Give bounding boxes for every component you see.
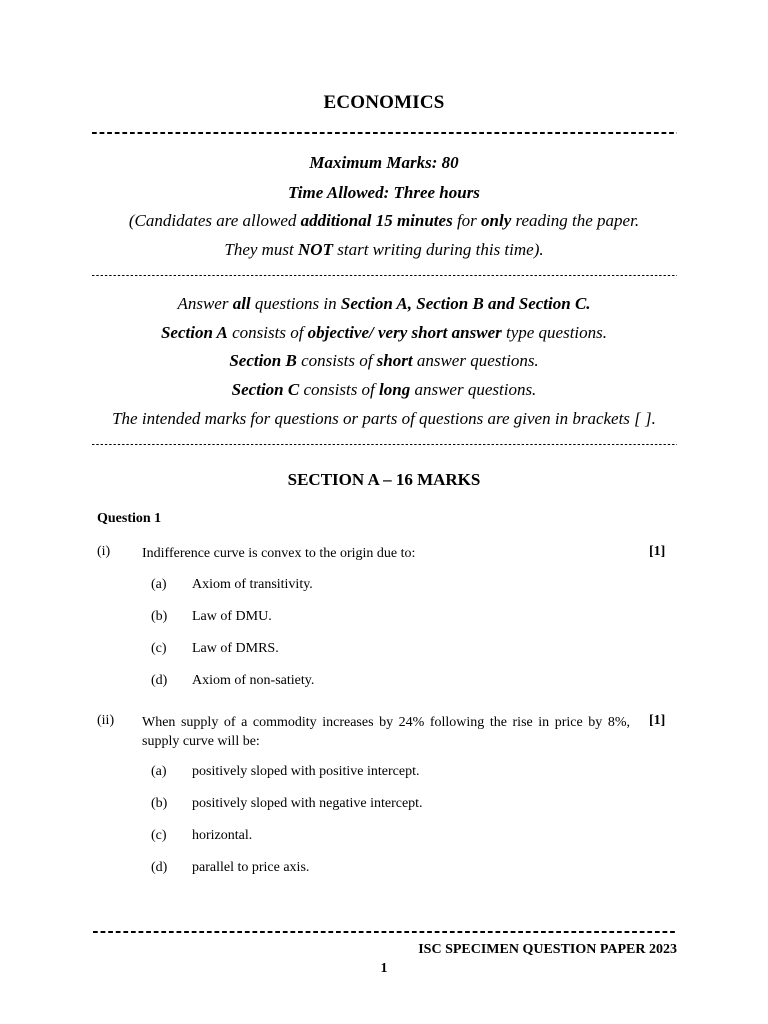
reading-text: reading the paper. xyxy=(511,211,640,230)
option-letter: (c) xyxy=(151,641,167,656)
instruction-text: consists of xyxy=(299,380,380,399)
paper-title: ECONOMICS xyxy=(323,92,445,113)
footer-divider xyxy=(93,925,675,939)
option-text: positively sloped with positive intercept. xyxy=(192,764,420,779)
option-letter: (c) xyxy=(151,828,167,843)
option-letter: (b) xyxy=(151,796,168,811)
instruction-emphasis: Section A, Section B and Section C. xyxy=(340,294,591,313)
reading-time-note xyxy=(0,211,768,231)
part-ii-number: (ii) xyxy=(97,713,115,728)
instruction-emphasis: short xyxy=(376,351,413,370)
max-marks-text: Maximum Marks: 80 xyxy=(309,153,459,172)
time-allowed-text: Time Allowed: Three hours xyxy=(288,183,480,202)
instruction-line-4 xyxy=(0,380,768,400)
option-letter: (a) xyxy=(151,764,167,779)
instruction-emphasis: Section A xyxy=(160,323,228,342)
instruction-text: questions in xyxy=(250,294,341,313)
option-text: horizontal. xyxy=(192,828,253,843)
writing-emphasis: NOT xyxy=(298,240,333,259)
part-i-marks: [1] xyxy=(649,544,666,559)
instruction-line-3 xyxy=(0,351,768,371)
part-ii-question: When supply of a commodity increases by 24% following the rise in price by 8%, supply curve will be: xyxy=(142,715,630,749)
option-letter: (d) xyxy=(151,673,168,688)
reading-emphasis: additional 15 minutes xyxy=(300,211,453,230)
writing-note xyxy=(0,240,768,260)
instruction-line-5: The intended marks for questions or parts of questions are given in brackets [ ]. xyxy=(112,409,656,428)
instruction-text: consists of xyxy=(296,351,377,370)
option-letter: (d) xyxy=(151,860,168,875)
instruction-text: answer questions. xyxy=(410,380,537,399)
option-text: Law of DMU. xyxy=(192,609,272,624)
writing-text: They must xyxy=(224,240,299,259)
instruction-text: answer questions. xyxy=(412,351,539,370)
option-text: Axiom of transitivity. xyxy=(192,577,313,592)
option-text: Law of DMRS. xyxy=(192,641,279,656)
header-divider xyxy=(92,126,677,140)
instruction-emphasis: objective/ very short answer xyxy=(307,323,502,342)
part-i-number: (i) xyxy=(97,544,111,559)
instruction-emphasis: all xyxy=(232,294,251,313)
option-text: Axiom of non-satiety. xyxy=(192,673,315,688)
option-letter: (b) xyxy=(151,609,168,624)
time-allowed xyxy=(0,183,768,203)
instruction-text: consists of xyxy=(227,323,308,342)
instruction-emphasis: Section C xyxy=(231,380,300,399)
footer-paper-name: ISC SPECIMEN QUESTION PAPER 2023 xyxy=(418,942,677,957)
instruction-text: type questions. xyxy=(501,323,608,342)
divider-2 xyxy=(92,441,677,449)
option-text: parallel to price axis. xyxy=(192,860,310,875)
page-number: 1 xyxy=(380,961,388,976)
reading-emphasis: only xyxy=(481,211,512,230)
part-i-question: Indifference curve is convex to the origin due to: xyxy=(142,546,416,561)
reading-text: for xyxy=(452,211,482,230)
section-a-heading: SECTION A – 16 MARKS xyxy=(287,470,481,489)
divider-1 xyxy=(92,272,677,280)
reading-text: (Candidates are allowed xyxy=(128,211,301,230)
instruction-emphasis: Section B xyxy=(229,351,297,370)
instruction-emphasis: long xyxy=(379,380,411,399)
instruction-text: Answer xyxy=(177,294,233,313)
instruction-line-1 xyxy=(0,294,768,314)
writing-text: start writing during this time). xyxy=(332,240,544,259)
max-marks xyxy=(0,153,768,173)
instruction-line-2 xyxy=(0,323,768,343)
option-letter: (a) xyxy=(151,577,167,592)
part-ii-marks: [1] xyxy=(649,713,666,728)
question-1-label: Question 1 xyxy=(97,511,162,526)
option-text: positively sloped with negative intercept. xyxy=(192,796,423,811)
